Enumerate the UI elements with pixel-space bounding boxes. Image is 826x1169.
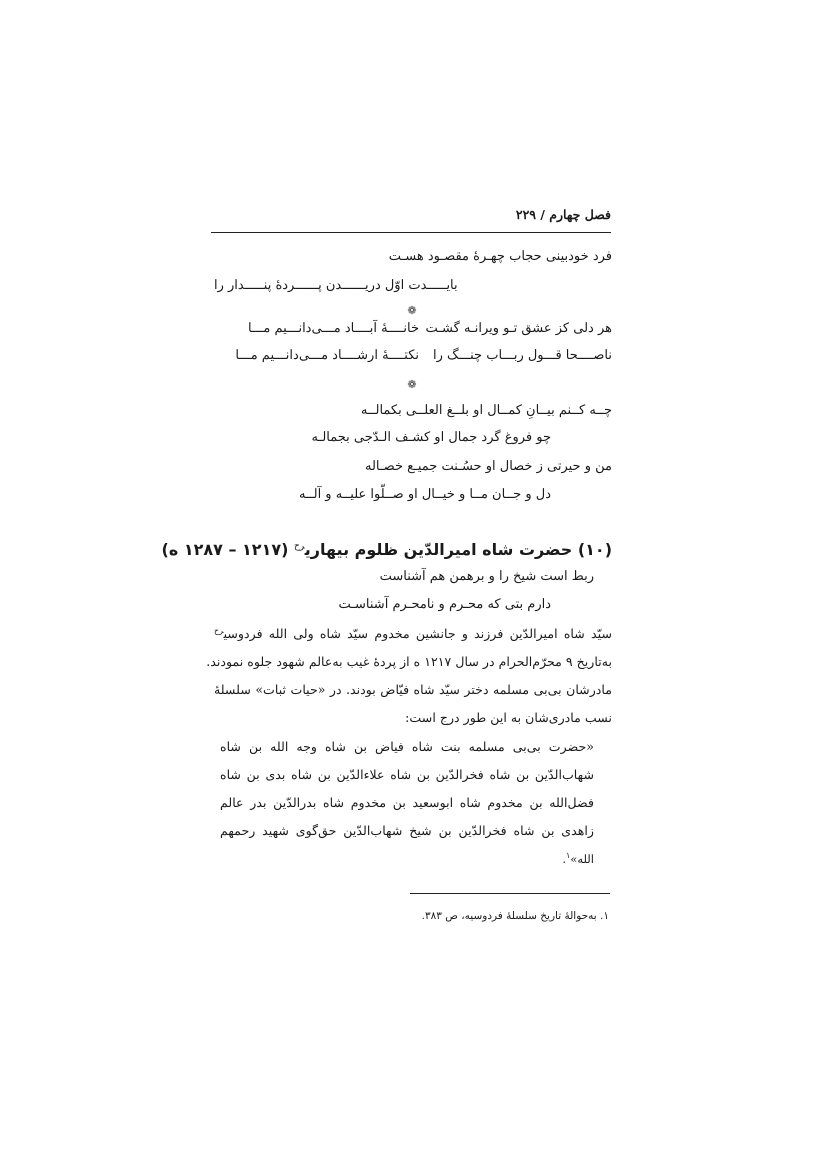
quote-line1: «حضرت بی‌بی مسلمه بنت شاه فیاض بن شاه وجه الله بن شاه: [220, 739, 594, 754]
footnote-marker[interactable]: ۱: [565, 851, 571, 860]
poem2-r2-left: نکتــــهٔ ارشــــاد مـــی‌دانـــیم مـــا: [235, 348, 419, 363]
poem4-line2: دارم بتی که محـرم و نامحـرم آشناسـت: [338, 597, 551, 612]
poem3-line4: دل و جــان مــا و خیــال او صــلّوا علیــه و آلــه: [299, 487, 551, 502]
quote-line4: زاهدی بن شاه فخرالدّین بن شیخ شهاب‌الدّین حق‌گوی شهید رحمهم: [220, 823, 594, 838]
section-title: (۱۰) حضرت شاه امیرالدّین ظلوم بیهاری: [304, 540, 612, 559]
header-rule: [211, 232, 611, 233]
quote-line2: شهاب‌الدّین بن شاه فخرالدّین بن شاه علاءالدّین بن شاه بدی بن شاه: [220, 767, 594, 782]
poem1-line1: فرد خودبینی حجاب چهـرهٔ مقصـود هسـت: [388, 249, 612, 264]
footnote-rule: [410, 893, 610, 894]
running-header: فصل چهارم / ۲۲۹: [515, 207, 611, 222]
section-title-honorific: رح: [293, 541, 305, 552]
poem3-line1: چــه کــنم بیــانِ کمــال او بلــغ العلــی بکمالــه: [360, 403, 612, 418]
separator-star: ❁: [407, 304, 417, 317]
separator-star-2: ❁: [407, 378, 417, 391]
poem2-r1-left: خانــــهٔ آبــــاد مـــی‌دانـــیم مـــا: [247, 321, 419, 336]
poem4-line1: ربط است شیخ را و برهمن هم آشناست: [379, 569, 594, 584]
section-heading: [162, 540, 613, 559]
poem3-line3: من و حیرتی ز خصال او حسُـنت جمیـع خصـاله: [364, 459, 612, 474]
body-line3: مادرشان بی‌بی مسلمه دختر سیّد شاه فیّاض بودند. در «حیات ثبات» سلسلهٔ: [214, 682, 612, 697]
body-honorific: رح: [214, 626, 224, 635]
poem2-r2-right: ناصــــحا قـــول ربـــاب چنـــگ را: [433, 348, 612, 363]
poem1-line2: بایـــــدت اوّل دریــــــدن پــــــردهٔ پنـــــدار را: [214, 278, 458, 293]
body-line4: نسب مادری‌شان به این طور درج است:: [405, 710, 612, 725]
quote-line3: فضل‌الله بن مخدوم شاه ابوسعید بن مخدوم شاه بدرالدّین بدر عالم: [220, 795, 594, 810]
footnote: ۱. به‌حوالهٔ تاریخ سلسلهٔ فردوسیه، ص ۳۸۳.: [421, 910, 609, 922]
body-line1: سیّد شاه امیرالدّین فرزند و جانشین مخدوم سیّد شاه ولی الله فردوسی$^{رح}$: [214, 626, 612, 642]
body-line2: به‌تاریخ ۹ محرّم‌الحرام در سال ۱۲۱۷ ه از پردهٔ غیب به‌عالم شهود جلوه نمودند.: [206, 654, 612, 669]
quote-line5: الله»$^۱$.: [562, 851, 594, 866]
section-dates: (۱۲۱۷ – ۱۲۸۷ ه): [161, 540, 289, 559]
poem3-line2: چو فروغ گرد جمال او کشـف الـدّجی بجمالـه: [311, 430, 551, 445]
poem2-r1-right: هر دلی کز عشق تـو ویرانـه گشـت: [425, 321, 612, 336]
